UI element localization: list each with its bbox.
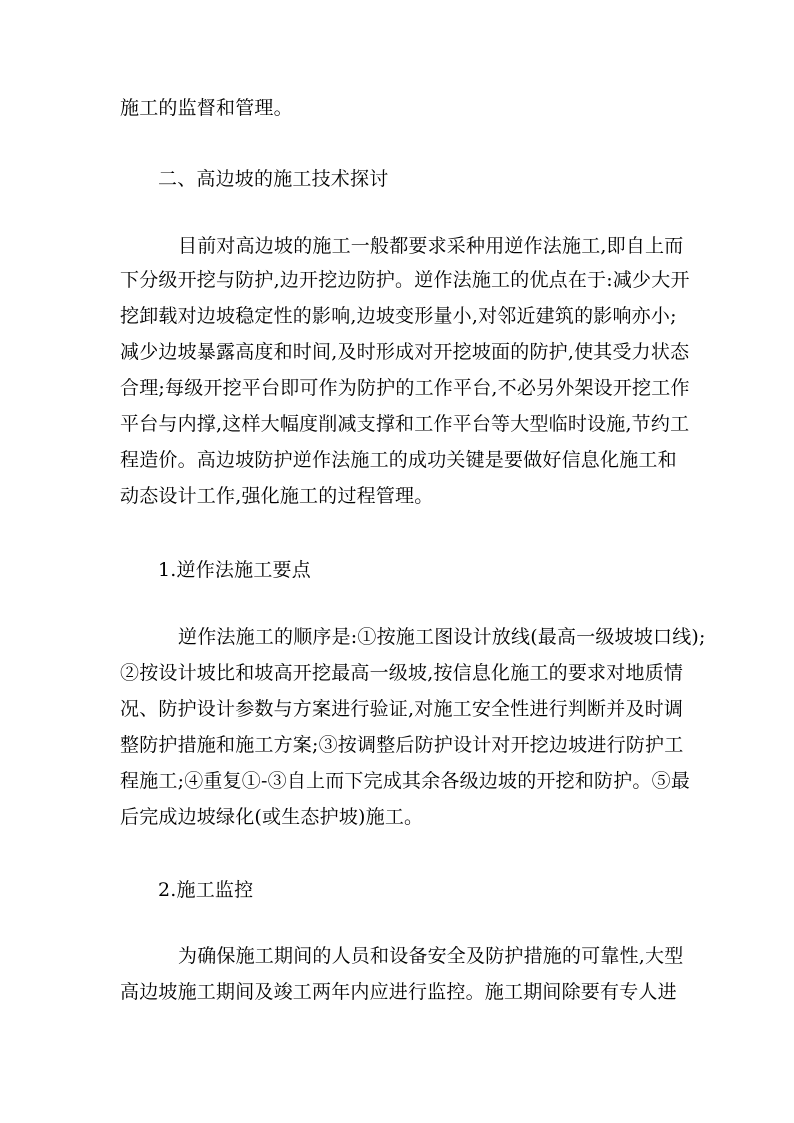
section-heading: 二、高边坡的施工技术探讨 (158, 168, 389, 190)
paragraph-line: 挖卸载对边坡稳定性的影响,边坡变形量小,对邻近建筑的影响亦小; (120, 305, 677, 327)
paragraph-line: 整防护措施和施工方案;③按调整后防护设计对开挖边坡进行防护工 (120, 734, 684, 756)
paragraph-line: 为确保施工期间的人员和设备安全及防护措施的可靠性,大型 (178, 945, 684, 967)
paragraph-line: 减少边坡暴露高度和时间,及时形成对开挖坡面的防护,使其受力状态 (120, 341, 690, 363)
continuation-line: 施工的监督和管理。 (120, 97, 293, 119)
paragraph-line: 后完成边坡绿化(或生态护坡)施工。 (120, 806, 424, 828)
paragraph-line: 动态设计工作,强化施工的过程管理。 (120, 485, 434, 507)
subheading-2: 2.施工监控 (158, 879, 254, 901)
paragraph-line: 合理;每级开挖平台即可作为防护的工作平台,不必另外架设开挖工作 (120, 377, 690, 399)
paragraph-line: ②按设计坡比和坡高开挖最高一级坡,按信息化施工的要求对地质情 (120, 662, 684, 684)
paragraph-line: 高边坡施工期间及竣工两年内应进行监控。施工期间除要有专人进 (120, 981, 677, 1003)
subheading-1: 1.逆作法施工要点 (158, 559, 311, 581)
paragraph-line: 目前对高边坡的施工一般都要求采种用逆作法施工,即自上而 (178, 235, 684, 257)
paragraph-line: 平台与内撑,这样大幅度削减支撑和工作平台等大型临时设施,节约工 (120, 413, 690, 435)
paragraph-line: 程施工;④重复①-③自上而下完成其余各级边坡的开挖和防护。⑤最 (120, 770, 691, 792)
paragraph-line: 程造价。高边坡防护逆作法施工的成功关键是要做好信息化施工和 (120, 449, 677, 471)
paragraph-line: 况、防护设计参数与方案进行验证,对施工安全性进行判断并及时调 (120, 698, 684, 720)
paragraph-line: 下分级开挖与防护,边开挖边防护。逆作法施工的优点在于:减少大开 (120, 269, 690, 291)
paragraph-line: 逆作法施工的顺序是:①按施工图设计放线(最高一级坡坡口线); (178, 626, 706, 648)
